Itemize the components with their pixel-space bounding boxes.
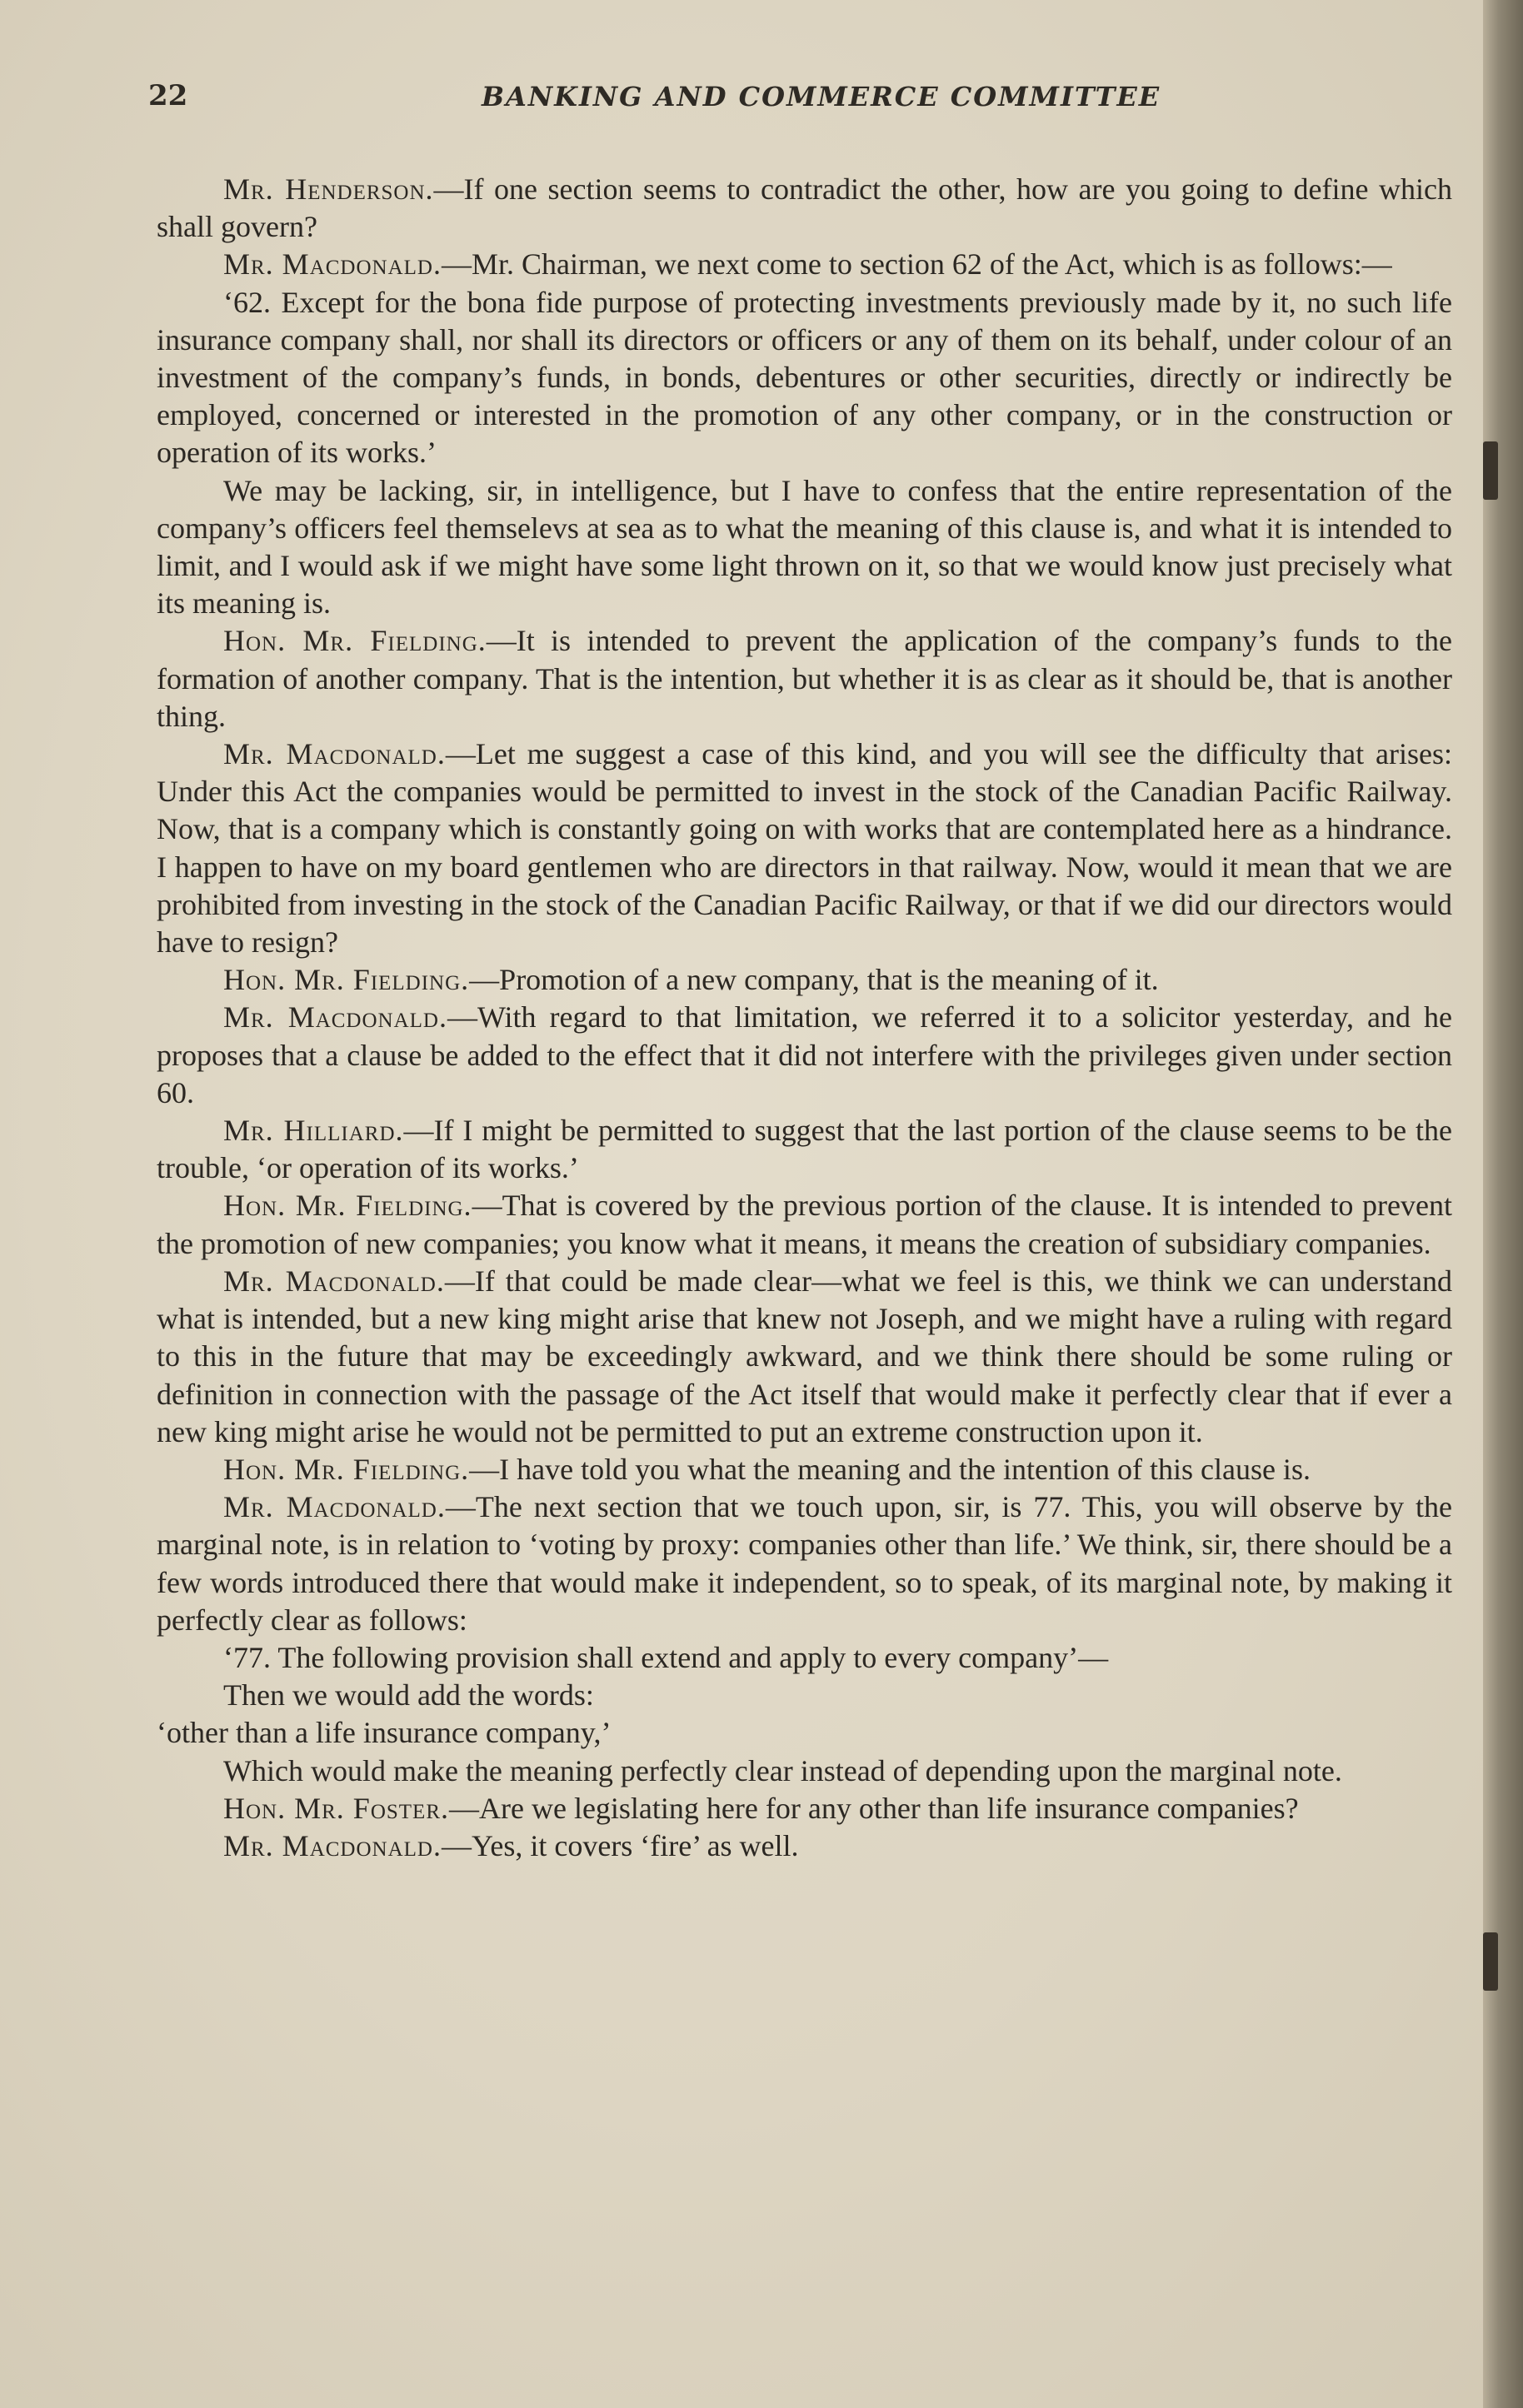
paragraph [157,171,1452,246]
paragraph-text: —If one section seems to contradict the other, how are you going to define which shall govern? [157,172,1452,244]
paragraph-text: ‘62. Except for the bona fide purpose of protecting investments previously made by it, no such life insurance company shall, nor shall its directors or officers or any of them on its behalf, under colour of an investment of the company’s funds, in bonds, debentures or other securities, directly or indirectly be employed, concerned or interested in the promotion of any other company, or in the construction or operation of its works.’ [157,285,1452,470]
paragraph-text: —I have told you what the meaning and the intention of this clause is. [469,1452,1311,1486]
running-head: BANKING AND COMMERCE COMMITTEE [482,81,1161,112]
speaker-name: Mr. Macdonald. [223,247,442,282]
paragraph-text: ‘other than a life insurance company,’ [157,1716,612,1750]
speaker-name: Mr. Macdonald. [223,737,446,771]
edge-tab-mark [1483,1932,1498,1991]
paragraph [157,1488,1452,1639]
speaker-name: Hon. Mr. Fielding. [223,1452,470,1486]
paragraph-text: —Let me suggest a case of this kind, and you will see the difficulty that arises: Under this Act the companies would be permitted to invest in the stock of the Canadian Pacific Railway. Now, that is a company which is constantly going on with works that are contemplated here as a hindrance. I happen to have on my board gentlemen who are directors in that railway. Now, would it mean that we are prohibited from investing in the stock of the Canadian Pacific Railway, or that if we did our directors would have to resign? [157,737,1452,960]
edge-tab-mark [1483,441,1498,500]
paragraph [157,1639,1452,1677]
paragraph [157,622,1452,735]
paragraph-text: —With regard to that limitation, we referred it to a solicitor yesterday, and he proposes that a clause be added to the effect that it did not interfere with the privileges given under section 60. [157,1000,1452,1109]
paragraph-text: Which would make the meaning perfectly clear instead of depending upon the marginal note. [223,1753,1342,1787]
paragraph-text: —The next section that we touch upon, sir, is 77. This, you will observe by the marginal note, is in relation to ‘voting by proxy: companies other than life.’ We think, sir, there should be a few words introduced there that would make it independent, so to speak, of its marginal note, by making it perfectly clear as follows: [157,1490,1452,1637]
paragraph [157,246,1452,283]
paragraph [157,1451,1452,1488]
speaker-name: Mr. Macdonald. [223,1490,446,1524]
speaker-name: Hon. Mr. Foster. [223,1791,449,1825]
speaker-name: Mr. Macdonald. [223,1000,447,1034]
paragraph-text: —It is intended to prevent the application of the company’s funds to the formation of another company. That is the intention, but whether it is as clear as it should be, that is another thing. [157,624,1452,733]
paragraph-text: Then we would add the words: [223,1678,594,1713]
speaker-name: Mr. Henderson. [223,172,434,206]
paragraph-text: —Are we legislating here for any other than life insurance companies? [449,1791,1299,1825]
paragraph-text: —That is covered by the previous portion of the clause. It is intended to prevent the promotion of new companies; you know what it means, it means the creation of subsidiary companies. [157,1189,1452,1260]
paragraph [157,1827,1452,1865]
speaker-name: Hon. Mr. Fielding. [223,963,470,997]
paragraph [157,1790,1452,1827]
paragraph [157,999,1452,1112]
paragraph-text: —Promotion of a new company, that is the meaning of it. [469,963,1159,997]
paragraph [157,284,1452,472]
page-binding-edge [1483,0,1523,2408]
speaker-name: Mr. Hilliard. [223,1114,404,1148]
paragraph-text: —If I might be permitted to suggest that the last portion of the clause seems to be the trouble, ‘or operation of its works.’ [157,1114,1452,1185]
page-header [148,79,1448,121]
paragraph [157,1752,1452,1790]
paragraph [157,1714,1452,1752]
speaker-name: Mr. Macdonald. [223,1264,445,1298]
speaker-name: Hon. Mr. Fielding. [223,624,487,658]
paragraph [157,1263,1452,1451]
paragraph-text: —If that could be made clear—what we feel is this, we think we can understand what is intended, but a new king might arise that knew not Joseph, and we might have a ruling with regard to this in the future that may be exceedingly awkward, and we think there should be some ruling or definition in connection with the passage of the Act itself that would make it perfectly clear that if ever a new king might arise he would not be permitted to put an extreme construction upon it. [157,1264,1453,1448]
paragraph [157,1112,1452,1187]
paragraph-text: —Mr. Chairman, we next come to section 62 of the Act, which is as follows:— [441,247,1392,282]
paragraph-text: ‘77. The following provision shall extend and apply to every company’— [223,1640,1109,1674]
speaker-name: Hon. Mr. Fielding. [223,1189,472,1223]
speaker-name: Mr. Macdonald. [223,1828,442,1862]
paragraph-text: —Yes, it covers ‘fire’ as well. [441,1828,799,1862]
paragraph [157,472,1452,623]
page-number: 22 [148,79,188,112]
body-text [157,171,1452,1865]
paragraph [157,735,1452,961]
paragraph [157,1187,1452,1262]
paragraph [157,961,1452,999]
paragraph [157,1677,1452,1714]
paragraph-text: We may be lacking, sir, in intelligence, but I have to confess that the entire representation of the company’s officers feel themselevs at sea as to what the meaning of this clause is, and what it is intended to limit, and I would ask if we might have some light thrown on it, so that we would know just precisely what its meaning is. [157,473,1452,621]
